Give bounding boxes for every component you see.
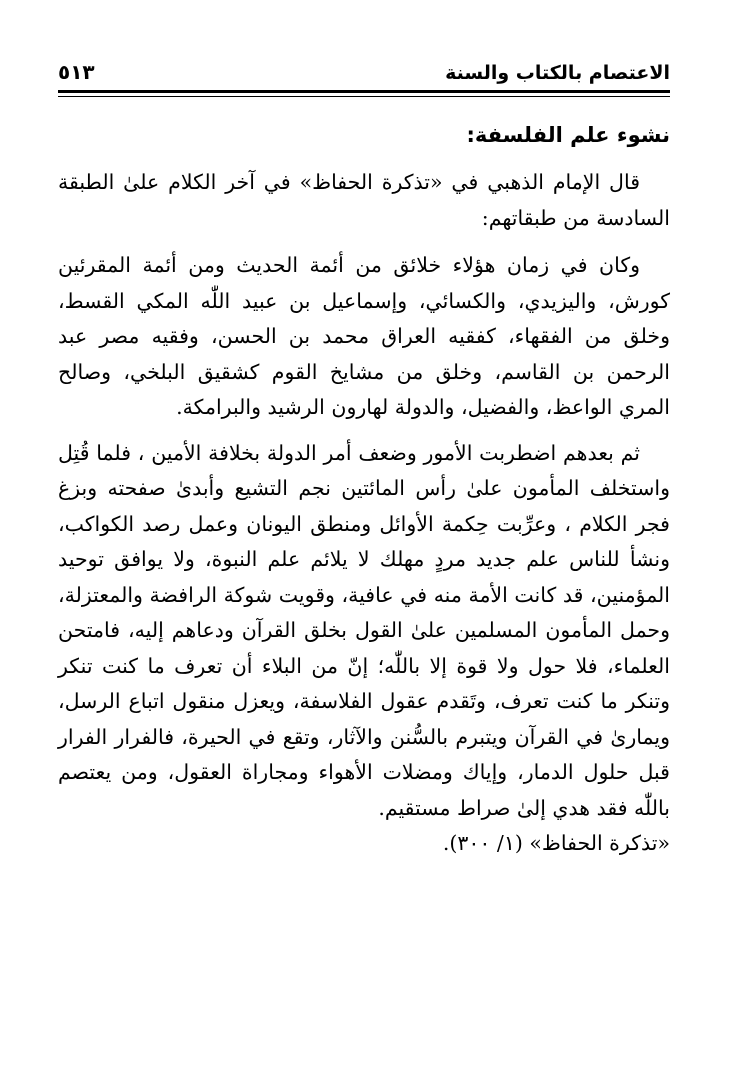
running-header-title: الاعتصام بالكتاب والسنة: [445, 62, 670, 84]
paragraph-quote-1: وكان في زمان هؤلاء خلائق من أئمة الحديث ومن أئمة المقرئين كورش، واليزيدي، والكسائي، وإسماعيل بن عبيد اللّٰه المكي القسط، وخلق من الفقهاء، كفقيه العراق محمد بن الحسن، وفقيه مصر عبد الرحمن بن القاسم، وخلق من مشايخ القوم كشقيق البلخي، وصالح المري الواعظ، والفضيل، والدولة لهارون الرشيد والبرامكة.: [58, 253, 670, 419]
citation: «تذكرة الحفاظ» (١/ ٣٠٠).: [442, 831, 670, 855]
paragraph-quote-2: ثم بعدهم اضطربت الأمور وضعف أمر الدولة بخلافة الأمين ، فلما قُتِل واستخلف المأمون علىٰ رأس المائتين نجم التشيع وأبدىٰ صفحته وبزغ فجر الكلام ، وعرِّبت حِكمة الأوائل ومنطق اليونان وعمل رصد الكواكب، ونشأ للناس علم جديد مردٍ مهلك لا يلائم علم النبوة، ولا يوافق توحيد المؤمنين، قد كانت الأمة منه في عافية، وقويت شوكة الرافضة والمعتزلة، وحمل المأمون المسلمين علىٰ القول بخلق القرآن ودعاهم إليه، فامتحن العلماء، فلا حول ولا قوة إلا باللّٰه؛ إنّ من البلاء أن تعرف ما كنت تنكر وتنكر ما كنت تعرف، وتَقدم عقول الفلاسفة، ويعزل منقول اتباع الرسل، ويمارىٰ في القرآن ويتبرم بالسُّنن والآثار، وتقع في الحيرة، فالفرار الفرار قبل حلول الدمار، وإياك ومضلات الأهواء ومجاراة العقول، ومن يعتصم باللّٰه فقد هدي إلىٰ صراط مستقيم.: [58, 440, 670, 820]
page-number: ٥١٣: [58, 60, 95, 84]
running-header: [58, 50, 670, 84]
section-heading: نشوء علم الفلسفة:: [466, 123, 670, 147]
paragraph-intro: قال الإمام الذهبي في «تذكرة الحفاظ» في آخر الكلام علىٰ الطبقة السادسة من طبقاتهم:: [58, 170, 670, 230]
header-rule: [58, 90, 670, 97]
book-page: [58, 50, 670, 862]
